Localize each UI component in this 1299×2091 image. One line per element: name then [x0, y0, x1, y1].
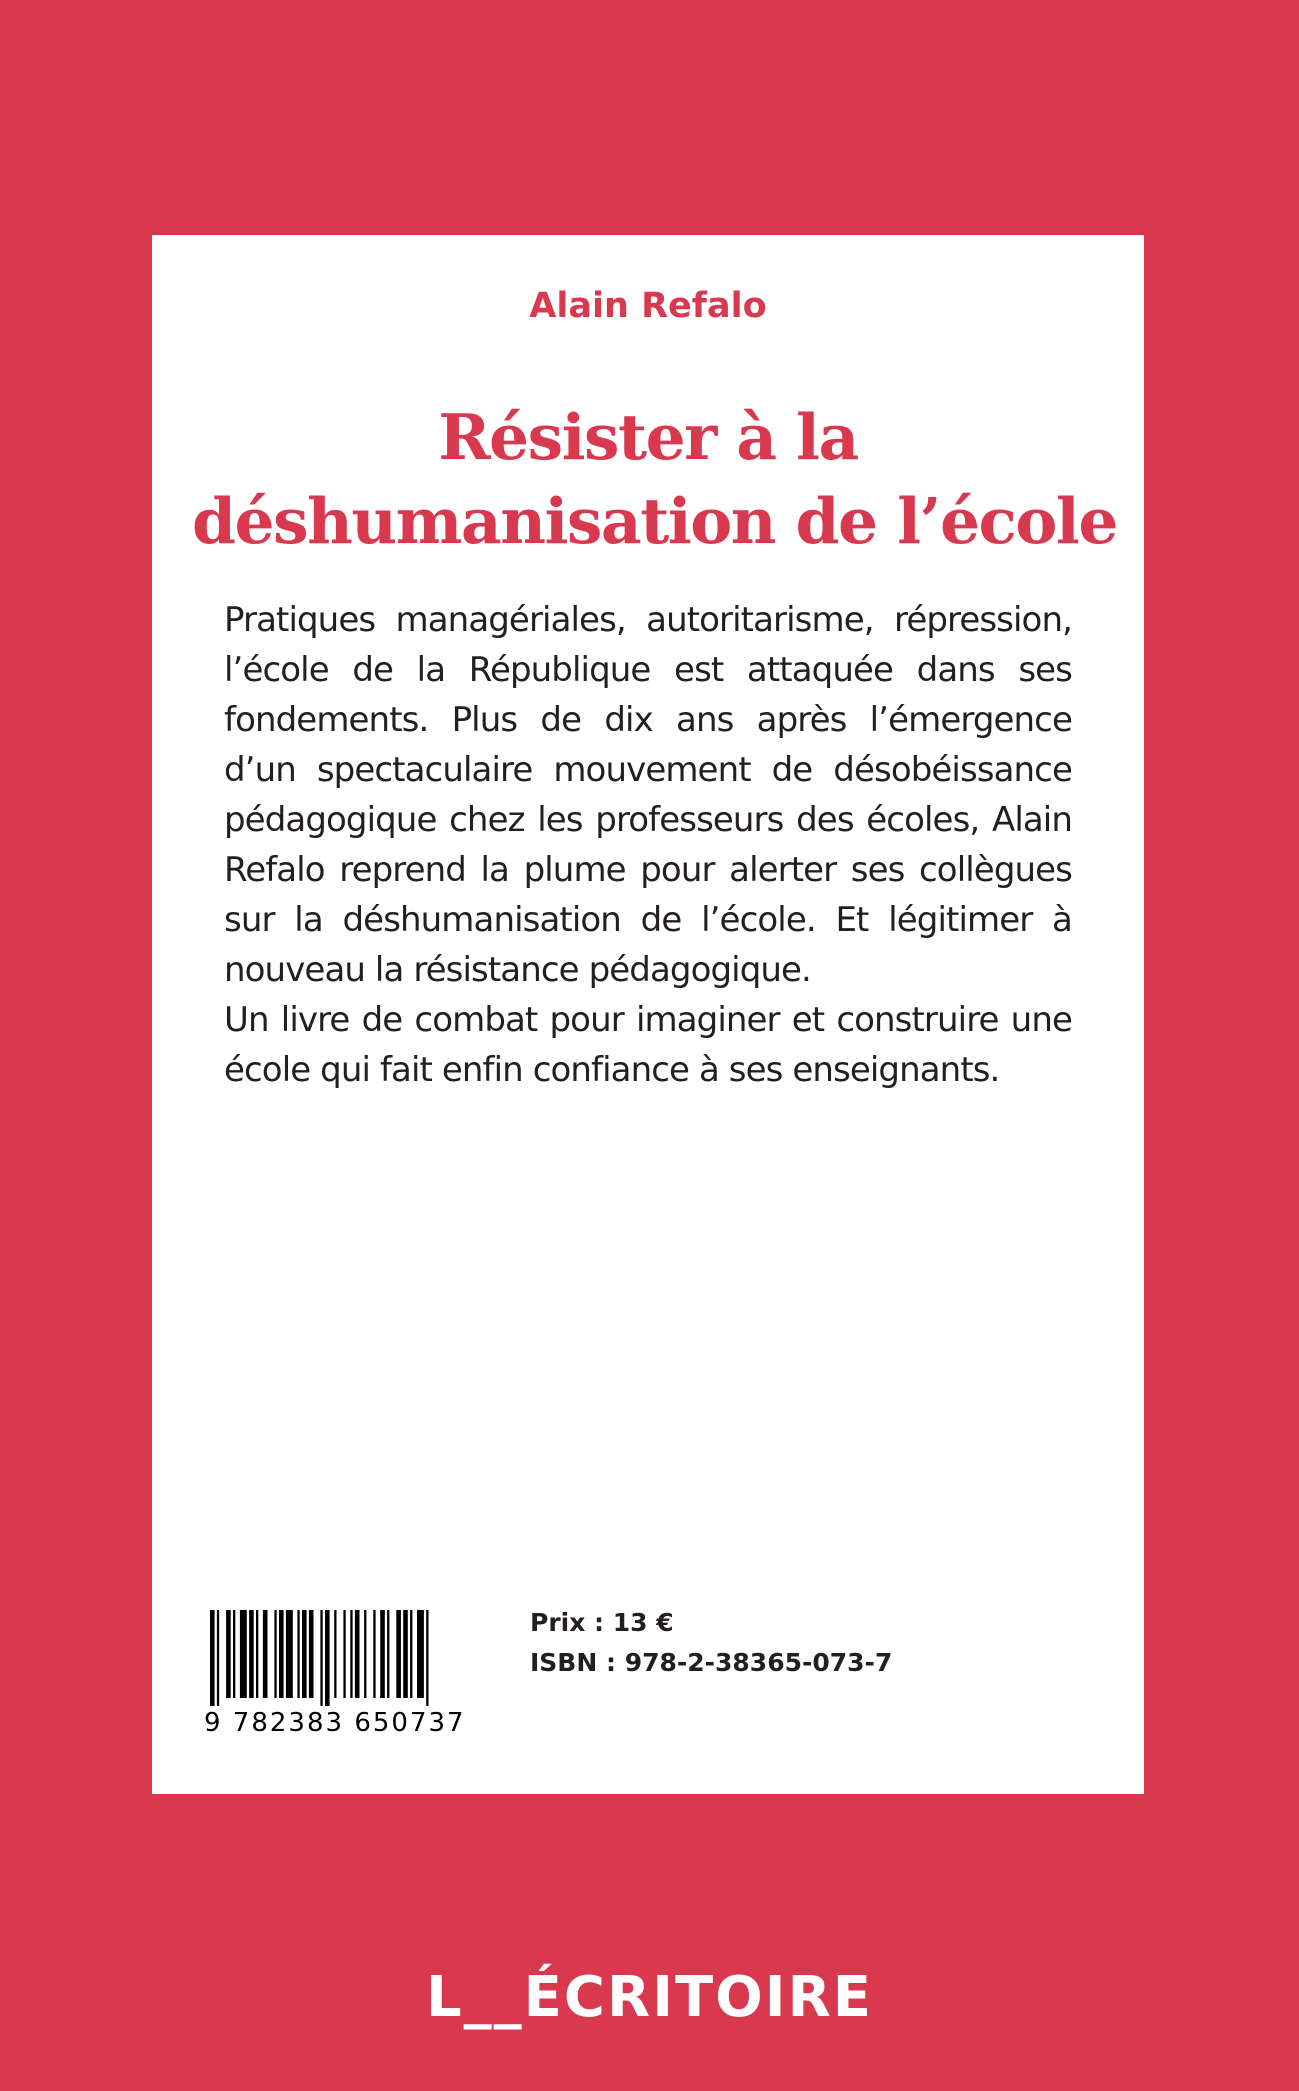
- barcode-bar: [396, 1610, 401, 1698]
- barcode-bar: [325, 1610, 330, 1706]
- barcode-bar: [380, 1610, 385, 1698]
- barcode-bar: [334, 1610, 336, 1698]
- barcode-bar: [297, 1610, 299, 1698]
- barcode-bar: [286, 1610, 293, 1698]
- barcode-bar: [343, 1610, 345, 1698]
- blurb-paragraph-2: Un livre de combat pour imaginer et construire une école qui fait enfin confiance à ses enseignants.: [224, 1000, 1072, 1090]
- barcode-bar: [210, 1610, 215, 1706]
- barcode-bar: [403, 1610, 408, 1698]
- back-cover-panel: [152, 235, 1144, 1794]
- barcode-bar: [279, 1610, 284, 1698]
- barcode-bar: [256, 1610, 258, 1698]
- barcode-bar: [410, 1610, 412, 1698]
- blurb-paragraph-1: Pratiques managériales, autoritarisme, répression, l’école de la République est attaquée dans ses fondements. Plus de dix ans après l’émergence d’un spectaculaire mouvement de désobéissance pédagogique chez les professeurs des écoles, Alain Refalo reprend la plume pour alerter ses collègues sur la déshumanisation de l’école. Et légitimer à nouveau la résistance pédagogique.: [224, 600, 1072, 990]
- barcode-bar: [364, 1610, 366, 1698]
- book-title-line-1: Résister à la: [438, 400, 858, 474]
- blurb: [224, 595, 1072, 1095]
- barcode-bars: [204, 1610, 482, 1706]
- book-title: [192, 395, 1117, 563]
- book-title-line-2: déshumanisation de l’école: [192, 484, 1117, 558]
- barcode: [204, 1610, 482, 1740]
- barcode-bar: [426, 1610, 428, 1706]
- barcode-number: 9 782383 650737: [204, 1708, 466, 1738]
- price-isbn-block: [530, 1603, 892, 1683]
- barcode-bar: [355, 1610, 360, 1698]
- barcode-bar: [350, 1610, 352, 1698]
- price: Prix : 13 €: [530, 1608, 674, 1637]
- barcode-bar: [240, 1610, 247, 1698]
- barcode-bar: [249, 1610, 254, 1698]
- barcode-bar: [302, 1610, 307, 1698]
- barcode-bar: [320, 1610, 322, 1706]
- barcode-bar: [309, 1610, 314, 1698]
- barcode-bar: [233, 1610, 235, 1698]
- barcode-bar: [373, 1610, 375, 1698]
- author-name: Alain Refalo: [529, 286, 767, 326]
- barcode-bar: [387, 1610, 389, 1698]
- publisher-logo: L__ÉCRITOIRE: [425, 1965, 873, 2030]
- barcode-bar: [263, 1610, 268, 1698]
- barcode-bar: [226, 1610, 231, 1698]
- isbn: ISBN : 978-2-38365-073-7: [530, 1648, 893, 1677]
- barcode-bar: [417, 1610, 424, 1698]
- barcode-bar: [217, 1610, 219, 1706]
- barcode-bar: [274, 1610, 276, 1698]
